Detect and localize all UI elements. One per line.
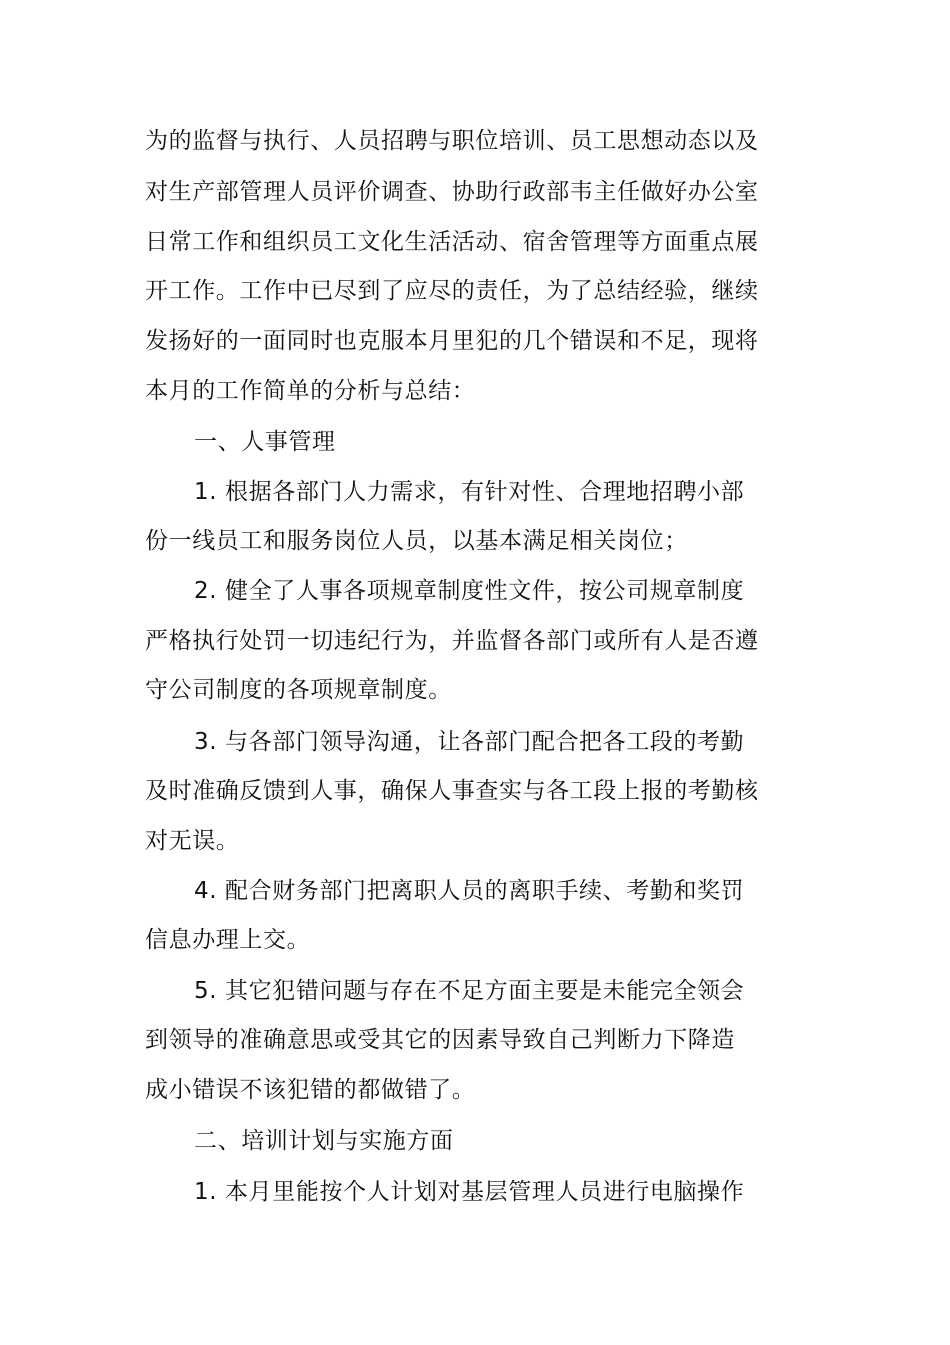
list-item-1-start: 1. 根据各部门人力需求，有针对性、合理地招聘小部 — [194, 479, 745, 505]
section-heading-training: 二、培训计划与实施方面 — [194, 1128, 454, 1154]
body-text-line: 份一线员工和服务岗位人员，以基本满足相关岗位； — [145, 528, 688, 554]
body-text-line: 开工作。工作中已尽到了应尽的责任，为了总结经验，继续 — [145, 278, 759, 304]
body-text-line: 成小错误不该犯错的都做错了。 — [145, 1077, 476, 1103]
body-text-line: 对生产部管理人员评价调查、协助行政部韦主任做好办公室 — [145, 179, 759, 205]
body-text-line: 日常工作和组织员工文化生活活动、宿舍管理等方面重点展 — [145, 229, 759, 255]
list-item-5-start: 5. 其它犯错问题与存在不足方面主要是未能完全领会 — [194, 978, 745, 1004]
body-text-line: 严格执行处罚一切违纪行为，并监督各部门或所有人是否遵 — [145, 628, 759, 654]
body-text-line: 及时准确反馈到人事，确保人事查实与各工段上报的考勤核 — [145, 778, 759, 804]
body-text-line: 守公司制度的各项规章制度。 — [145, 677, 452, 703]
body-text-line: 到领导的准确意思或受其它的因素导致自己判断力下降造 — [145, 1027, 735, 1053]
body-text-line: 发扬好的一面同时也克服本月里犯的几个错误和不足，现将 — [145, 328, 759, 354]
body-text-line: 信息办理上交。 — [145, 927, 311, 953]
list-item-3-start: 3. 与各部门领导沟通，让各部门配合把各工段的考勤 — [194, 729, 745, 755]
list-item-2-start: 2. 健全了人事各项规章制度性文件，按公司规章制度 — [194, 578, 745, 604]
list-item-4-start: 4. 配合财务部门把离职人员的离职手续、考勤和奖罚 — [194, 878, 745, 904]
list-item-1-start: 1. 本月里能按个人计划对基层管理人员进行电脑操作 — [194, 1179, 745, 1205]
body-text-line: 本月的工作简单的分析与总结： — [145, 378, 476, 404]
body-text-line: 为的监督与执行、人员招聘与职位培训、员工思想动态以及 — [145, 128, 759, 154]
body-text-line: 对无误。 — [145, 828, 240, 854]
section-heading-personnel: 一、人事管理 — [194, 429, 336, 455]
